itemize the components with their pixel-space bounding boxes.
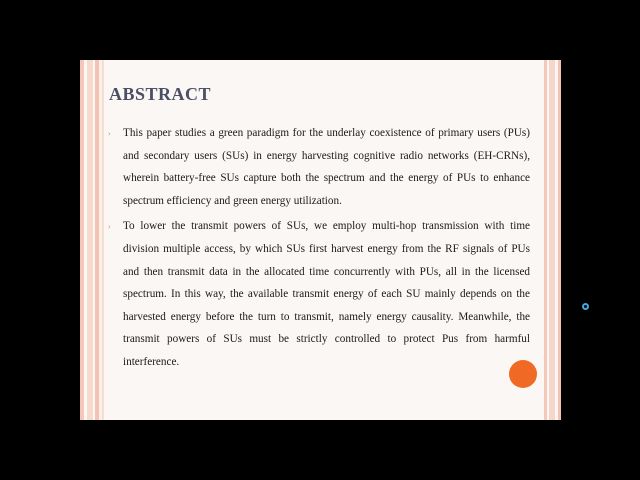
bullet-text: This paper studies a green paradigm for the underlay coexistence of primary users (PUs) and secondary users (SUs) in energy harvesting cognitive radio networks (EH-CRNs), wherein battery-free SUs capture both the spectrum and the energy of PUs to enhance spectrum efficiency and green energy utilization. — [123, 127, 530, 207]
slide-title: ABSTRACT — [109, 84, 212, 104]
chevron-bullet-icon: › — [108, 130, 111, 138]
left-decor-stripe — [102, 60, 104, 420]
right-decor-stripe — [555, 60, 558, 420]
bullet-text: To lower the transmit powers of SUs, we employ multi-hop transmission with time division multiple access, by which SUs first harvest energy from the RF signals of PUs and then transmit data in the allocated time concurrently with PUs, all in the licensed spectrum. In this way, the available transmit energy of each SU mainly depends on the harvested energy before the turn to transmit, namely energy causality. Meanwhile, the transmit powers of SUs must be strictly controlled to protect Pus from harmful interference. — [123, 220, 530, 368]
right-decor-stripe — [544, 60, 547, 420]
right-decor-stripe — [549, 60, 555, 420]
bullet-item — [108, 122, 530, 212]
right-decor-stripe — [558, 60, 561, 420]
bullet-item — [108, 215, 530, 373]
loading-ring-icon — [582, 303, 589, 310]
chevron-bullet-icon: › — [108, 223, 111, 232]
right-decor-stripe — [547, 60, 549, 420]
presentation-slide — [80, 60, 561, 420]
bullet-list — [108, 122, 530, 374]
orange-circle-button[interactable] — [509, 360, 537, 388]
